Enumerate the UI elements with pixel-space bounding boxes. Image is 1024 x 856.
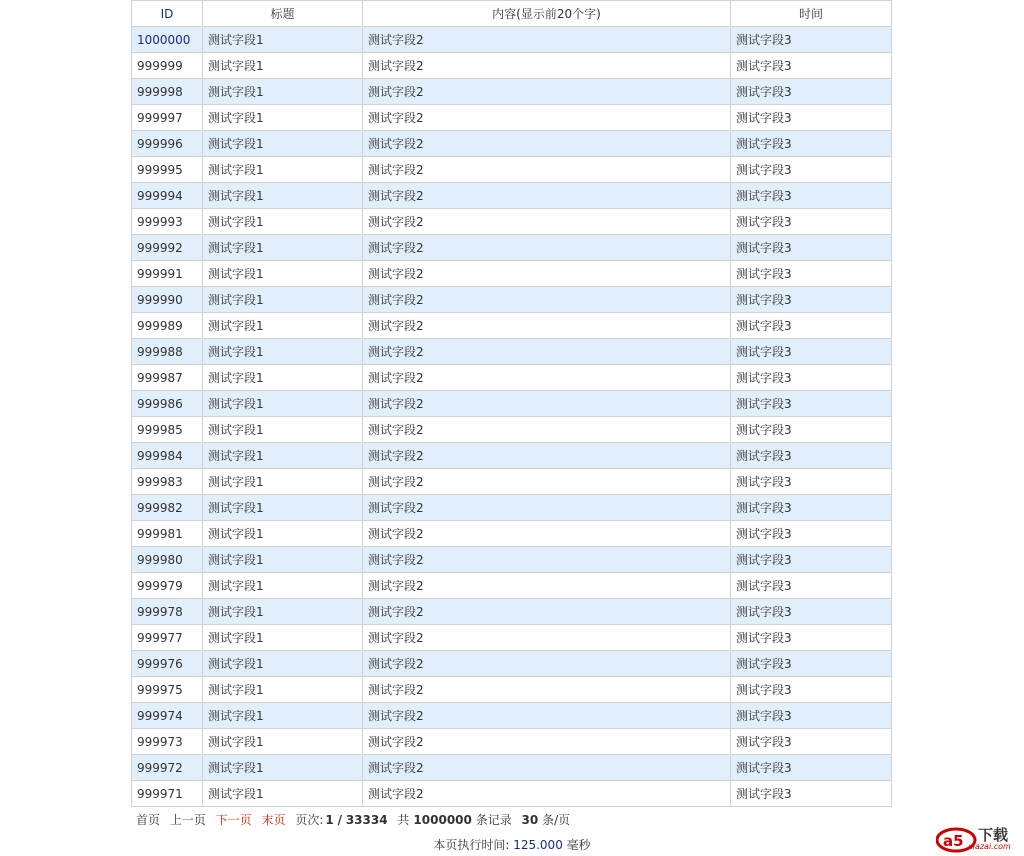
- cell-id: 999973: [132, 729, 203, 755]
- table-row: [132, 469, 892, 495]
- cell-content: 测试字段2: [363, 287, 731, 313]
- cell-content: 测试字段2: [363, 625, 731, 651]
- per-page-label: 条/页: [542, 813, 571, 827]
- cell-content: 测试字段2: [363, 339, 731, 365]
- cell-time: 测试字段3: [731, 79, 892, 105]
- cell-content: 测试字段2: [363, 131, 731, 157]
- cell-content: 测试字段2: [363, 547, 731, 573]
- cell-id: 999995: [132, 157, 203, 183]
- cell-time: 测试字段3: [731, 495, 892, 521]
- table-row: [132, 235, 892, 261]
- cell-time: 测试字段3: [731, 703, 892, 729]
- header-id[interactable]: ID: [132, 1, 203, 27]
- table-row: [132, 27, 892, 53]
- table-header-row: [132, 1, 892, 27]
- table-row: [132, 79, 892, 105]
- cell-title: 测试字段1: [203, 729, 363, 755]
- table-row: [132, 547, 892, 573]
- cell-title: 测试字段1: [203, 495, 363, 521]
- cell-time: 测试字段3: [731, 625, 892, 651]
- records-table: [131, 0, 892, 807]
- total-records: 1000000: [413, 813, 472, 827]
- cell-id: 999988: [132, 339, 203, 365]
- cell-time: 测试字段3: [731, 287, 892, 313]
- cell-title: 测试字段1: [203, 261, 363, 287]
- cell-title: 测试字段1: [203, 469, 363, 495]
- cell-content: 测试字段2: [363, 729, 731, 755]
- cell-time: 测试字段3: [731, 677, 892, 703]
- cell-title: 测试字段1: [203, 313, 363, 339]
- cell-title: 测试字段1: [203, 235, 363, 261]
- cell-content: 测试字段2: [363, 183, 731, 209]
- exec-label: 本页执行时间:: [433, 838, 510, 852]
- cell-id: 999972: [132, 755, 203, 781]
- current-page: 1: [325, 813, 334, 827]
- table-body: [132, 27, 892, 807]
- cell-title: 测试字段1: [203, 53, 363, 79]
- cell-time: 测试字段3: [731, 235, 892, 261]
- table-row: [132, 339, 892, 365]
- table-row: [132, 365, 892, 391]
- cell-id: 999993: [132, 209, 203, 235]
- first-page-link[interactable]: 首页: [136, 813, 161, 827]
- cell-id: 999983: [132, 469, 203, 495]
- table-row: [132, 157, 892, 183]
- cell-title: 测试字段1: [203, 391, 363, 417]
- cell-content: 测试字段2: [363, 105, 731, 131]
- cell-id: 999976: [132, 651, 203, 677]
- cell-id: 999990: [132, 287, 203, 313]
- cell-content: 测试字段2: [363, 573, 731, 599]
- cell-id: 999996: [132, 131, 203, 157]
- table-row: [132, 443, 892, 469]
- cell-id: 999977: [132, 625, 203, 651]
- cell-content: 测试字段2: [363, 443, 731, 469]
- cell-title: 测试字段1: [203, 157, 363, 183]
- pagination-bar: [136, 811, 576, 828]
- cell-title: 测试字段1: [203, 183, 363, 209]
- table-row: [132, 755, 892, 781]
- cell-title: 测试字段1: [203, 677, 363, 703]
- table-row: [132, 209, 892, 235]
- cell-title: 测试字段1: [203, 417, 363, 443]
- cell-id: 999997: [132, 105, 203, 131]
- cell-time: 测试字段3: [731, 521, 892, 547]
- cell-id: 999999: [132, 53, 203, 79]
- header-title[interactable]: 标题: [203, 1, 363, 27]
- table-row: [132, 521, 892, 547]
- cell-title: 测试字段1: [203, 755, 363, 781]
- cell-time: 测试字段3: [731, 755, 892, 781]
- cell-content: 测试字段2: [363, 261, 731, 287]
- total-pages: 33334: [345, 813, 388, 827]
- cell-time: 测试字段3: [731, 53, 892, 79]
- cell-title: 测试字段1: [203, 287, 363, 313]
- cell-content: 测试字段2: [363, 599, 731, 625]
- exec-value: 125.000: [513, 838, 563, 852]
- table-row: [132, 651, 892, 677]
- cell-time: 测试字段3: [731, 599, 892, 625]
- execution-time: [0, 836, 1024, 853]
- cell-content: 测试字段2: [363, 157, 731, 183]
- cell-content: 测试字段2: [363, 391, 731, 417]
- cell-time: 测试字段3: [731, 781, 892, 807]
- table-row: [132, 131, 892, 157]
- cell-title: 测试字段1: [203, 651, 363, 677]
- cell-content: 测试字段2: [363, 781, 731, 807]
- table-row: [132, 599, 892, 625]
- table-row: [132, 105, 892, 131]
- cell-title: 测试字段1: [203, 131, 363, 157]
- cell-content: 测试字段2: [363, 235, 731, 261]
- cell-content: 测试字段2: [363, 417, 731, 443]
- cell-id: 999985: [132, 417, 203, 443]
- table-row: [132, 287, 892, 313]
- table-row: [132, 703, 892, 729]
- cell-content: 测试字段2: [363, 313, 731, 339]
- cell-title: 测试字段1: [203, 105, 363, 131]
- table-row: [132, 261, 892, 287]
- cell-time: 测试字段3: [731, 547, 892, 573]
- cell-id: 999998: [132, 79, 203, 105]
- cell-id: 999984: [132, 443, 203, 469]
- page-separator: /: [337, 813, 342, 827]
- records-label: 条记录: [475, 813, 512, 827]
- cell-title: 测试字段1: [203, 703, 363, 729]
- cell-title: 测试字段1: [203, 547, 363, 573]
- cell-content: 测试字段2: [363, 703, 731, 729]
- cell-time: 测试字段3: [731, 339, 892, 365]
- table-row: [132, 417, 892, 443]
- cell-id: 999980: [132, 547, 203, 573]
- cell-id: 999981: [132, 521, 203, 547]
- cell-title: 测试字段1: [203, 209, 363, 235]
- cell-time: 测试字段3: [731, 573, 892, 599]
- header-time[interactable]: 时间: [731, 1, 892, 27]
- svg-text:a5: a5: [943, 832, 964, 850]
- cell-time: 测试字段3: [731, 417, 892, 443]
- cell-content: 测试字段2: [363, 209, 731, 235]
- cell-time: 测试字段3: [731, 469, 892, 495]
- prev-page-link[interactable]: 上一页: [169, 813, 206, 827]
- cell-title: 测试字段1: [203, 27, 363, 53]
- cell-time: 测试字段3: [731, 209, 892, 235]
- cell-title: 测试字段1: [203, 443, 363, 469]
- cell-id: 999975: [132, 677, 203, 703]
- cell-id: 999974: [132, 703, 203, 729]
- cell-title: 测试字段1: [203, 599, 363, 625]
- cell-id: 1000000: [132, 27, 203, 53]
- cell-id: 999987: [132, 365, 203, 391]
- total-label: 共: [397, 813, 410, 827]
- per-page-info: [522, 813, 571, 827]
- table-row: [132, 677, 892, 703]
- per-page: 30: [521, 813, 539, 827]
- cell-time: 测试字段3: [731, 651, 892, 677]
- page-info: [295, 813, 387, 827]
- site-logo: [936, 824, 1016, 854]
- cell-time: 测试字段3: [731, 365, 892, 391]
- cell-id: 999982: [132, 495, 203, 521]
- cell-content: 测试字段2: [363, 365, 731, 391]
- cell-id: 999992: [132, 235, 203, 261]
- cell-content: 测试字段2: [363, 677, 731, 703]
- table-row: [132, 183, 892, 209]
- cell-id: 999986: [132, 391, 203, 417]
- cell-time: 测试字段3: [731, 157, 892, 183]
- cell-time: 测试字段3: [731, 313, 892, 339]
- header-content[interactable]: 内容(显示前20个字): [363, 1, 731, 27]
- cell-content: 测试字段2: [363, 53, 731, 79]
- cell-id: 999991: [132, 261, 203, 287]
- cell-content: 测试字段2: [363, 469, 731, 495]
- page-label: 页次:: [295, 813, 324, 827]
- logo-domain: xiazai.com: [968, 842, 1011, 851]
- table-row: [132, 729, 892, 755]
- cell-id: 999979: [132, 573, 203, 599]
- cell-content: 测试字段2: [363, 27, 731, 53]
- cell-title: 测试字段1: [203, 365, 363, 391]
- cell-title: 测试字段1: [203, 573, 363, 599]
- cell-time: 测试字段3: [731, 261, 892, 287]
- cell-title: 测试字段1: [203, 79, 363, 105]
- cell-title: 测试字段1: [203, 339, 363, 365]
- cell-id: 999994: [132, 183, 203, 209]
- cell-title: 测试字段1: [203, 521, 363, 547]
- exec-unit: 毫秒: [566, 838, 591, 852]
- cell-id: 999971: [132, 781, 203, 807]
- cell-id: 999989: [132, 313, 203, 339]
- table-row: [132, 495, 892, 521]
- cell-id: 999978: [132, 599, 203, 625]
- table-row: [132, 391, 892, 417]
- cell-title: 测试字段1: [203, 781, 363, 807]
- table-row: [132, 781, 892, 807]
- cell-time: 测试字段3: [731, 131, 892, 157]
- table-row: [132, 573, 892, 599]
- last-page-link[interactable]: 末页: [261, 813, 286, 827]
- cell-content: 测试字段2: [363, 521, 731, 547]
- cell-time: 测试字段3: [731, 105, 892, 131]
- cell-content: 测试字段2: [363, 495, 731, 521]
- next-page-link[interactable]: 下一页: [215, 813, 252, 827]
- total-info: [397, 813, 511, 827]
- cell-content: 测试字段2: [363, 651, 731, 677]
- cell-time: 测试字段3: [731, 443, 892, 469]
- cell-content: 测试字段2: [363, 79, 731, 105]
- cell-time: 测试字段3: [731, 183, 892, 209]
- cell-time: 测试字段3: [731, 729, 892, 755]
- table-row: [132, 53, 892, 79]
- cell-time: 测试字段3: [731, 27, 892, 53]
- cell-time: 测试字段3: [731, 391, 892, 417]
- logo-wordmark: 下载: [978, 826, 1009, 844]
- table-row: [132, 313, 892, 339]
- cell-title: 测试字段1: [203, 625, 363, 651]
- cell-content: 测试字段2: [363, 755, 731, 781]
- table-row: [132, 625, 892, 651]
